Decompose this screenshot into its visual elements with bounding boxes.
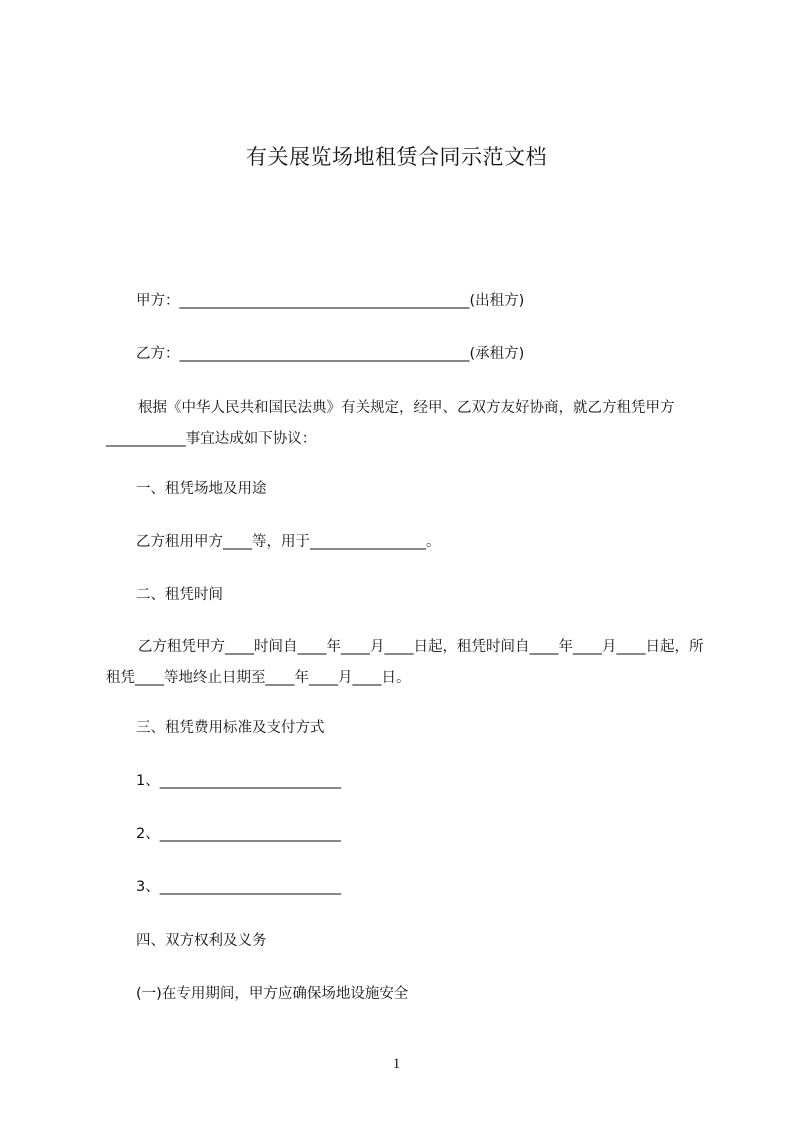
document-title: 有关展览场地租赁合同示范文档	[246, 145, 547, 169]
section-4-subitem: (一)在专用期间，甲方应确保场地设施安全	[136, 986, 409, 1002]
section-3-item: 1、_________________________	[136, 773, 341, 789]
section-3-item: 3、_________________________	[136, 879, 341, 895]
party-b-line: 乙方：________________________________________(承租方)	[136, 346, 525, 362]
section-4-heading: 四、双方权利及义务	[136, 933, 267, 949]
section-1-heading: 一、租凭场地及用途	[136, 481, 267, 497]
section-3-item: 2、_________________________	[136, 826, 341, 842]
page-number: 1	[392, 1056, 401, 1072]
party-a-line: 甲方：________________________________________(出租方)	[136, 293, 525, 309]
section-2-body: 乙方租凭甲方____时间自____年____月____日起，租凭时间自____年____月____日起，所租凭____等地终止日期至____年____月____日。	[106, 639, 704, 686]
intro-paragraph: 根据《中华人民共和国民法典》有关规定，经甲、乙双方友好协商，就乙方租凭甲方___________事宜达成如下协议：	[106, 400, 675, 447]
section-2-heading: 二、租凭时间	[136, 587, 223, 603]
section-1-body: 乙方租用甲方____等，用于________________。	[136, 534, 441, 550]
section-3-heading: 三、租凭费用标准及支付方式	[136, 720, 325, 736]
